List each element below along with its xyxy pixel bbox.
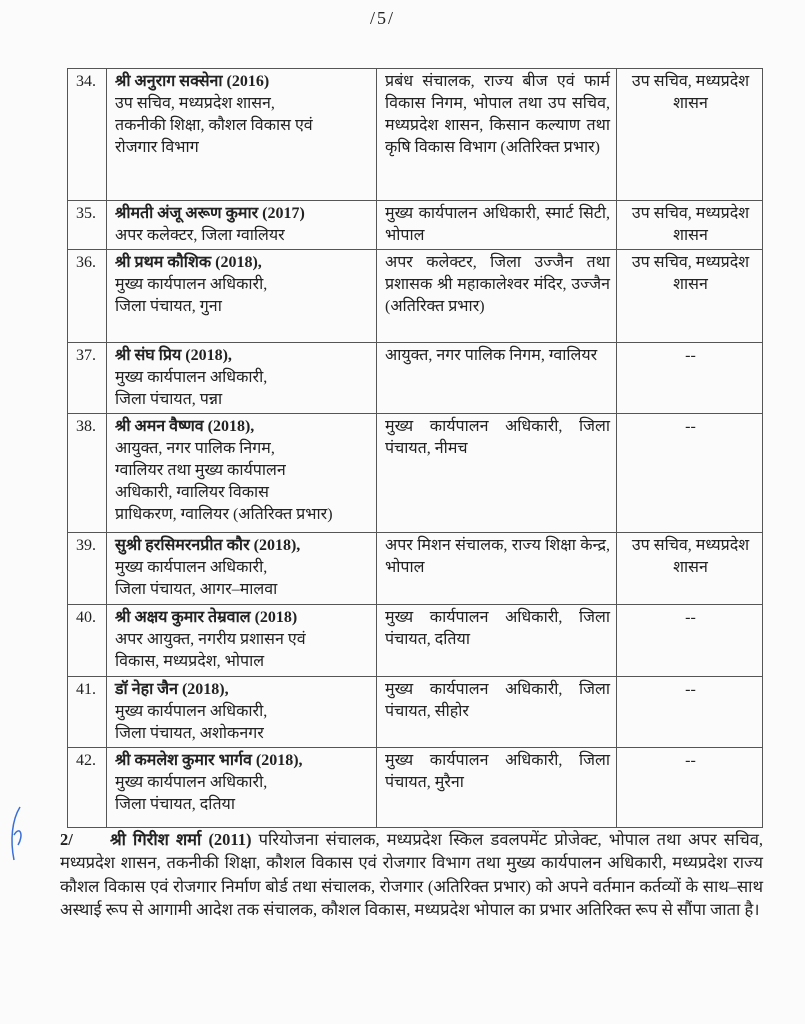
current-post-line: मुख्य कार्यपालन अधिकारी, <box>115 774 268 791</box>
serial-number: 42. <box>68 748 107 828</box>
new-post: अपर कलेक्टर, जिला उज्जैन तथा प्रशासक श्री महाकालेश्वर मंदिर, उज्जैन (अतिरिक्त प्रभार) <box>377 250 617 343</box>
officer-cell <box>107 414 377 533</box>
serial-number: 39. <box>68 533 107 605</box>
serial-number: 40. <box>68 605 107 677</box>
table-row <box>68 533 763 605</box>
new-post: मुख्य कार्यपालन अधिकारी, जिला पंचायत, नीमच <box>377 414 617 533</box>
officer-name: श्री प्रथम कौशिक (2018), <box>115 254 262 271</box>
table-row <box>68 605 763 677</box>
remark: -- <box>617 748 763 828</box>
remark: -- <box>617 605 763 677</box>
new-post: अपर मिशन संचालक, राज्य शिक्षा केन्द्र, भोपाल <box>377 533 617 605</box>
officer-cell <box>107 605 377 677</box>
table-row <box>68 250 763 343</box>
table-row <box>68 69 763 201</box>
paragraph-text: परियोजना संचालक, मध्यप्रदेश स्किल डवलपमेंट प्रोजेक्ट, भोपाल तथा अपर सचिव, मध्यप्रदेश शासन, तकनीकी शिक्षा, कौशल विकास एवं रोजगार विभाग तथा मुख्य कार्यपालन अधिकारी, मध्यप्रदेश राज्य कौशल विकास एवं रोजगार निर्माण बोर्ड तथा संचालक, रोजगार (अतिरिक्त प्रभार) को अपने वर्तमान कर्तव्यों के साथ–साथ अस्थाई रूप से आगामी आदेश तक संचालक, कौशल विकास, मध्यप्रदेश भोपाल का प्रभार अतिरिक्त रूप से सौंपा जाता है। <box>60 830 764 919</box>
current-post-line: विकास, मध्यप्रदेश, भोपाल <box>115 653 265 670</box>
current-post-line: मुख्य कार्यपालन अधिकारी, <box>115 276 268 293</box>
remark: -- <box>617 343 763 414</box>
new-post: प्रबंध संचालक, राज्य बीज एवं फार्म विकास निगम, भोपाल तथा उप सचिव, मध्यप्रदेश शासन, किसान कल्याण तथा कृषि विकास विभाग (अतिरिक्त प्रभार) <box>377 69 617 201</box>
officer-cell <box>107 533 377 605</box>
serial-number: 34. <box>68 69 107 201</box>
order-paragraph <box>60 828 763 921</box>
current-post-line: उप सचिव, मध्यप्रदेश शासन, <box>115 95 275 112</box>
current-post-line: अपर कलेक्टर, जिला ग्वालियर <box>115 227 285 244</box>
page-number: /5/ <box>370 8 396 28</box>
current-post-line: प्राधिकरण, ग्वालियर (अतिरिक्त प्रभार) <box>115 506 333 523</box>
officer-cell <box>107 250 377 343</box>
officer-name: श्री अक्षय कुमार तेम्रवाल (2018) <box>115 609 298 626</box>
new-post: मुख्य कार्यपालन अधिकारी, स्मार्ट सिटी, भोपाल <box>377 201 617 250</box>
serial-number: 41. <box>68 677 107 748</box>
serial-number: 35. <box>68 201 107 250</box>
officer-name: श्री संघ प्रिय (2018), <box>115 347 232 364</box>
officer-cell <box>107 748 377 828</box>
remark: उप सचिव, मध्यप्रदेश शासन <box>617 201 763 250</box>
current-post-line: जिला पंचायत, पन्ना <box>115 391 223 408</box>
current-post-line: रोजगार विभाग <box>115 139 199 156</box>
officer-name: श्री गिरीश शर्मा (2011) <box>109 830 252 849</box>
table-row <box>68 414 763 533</box>
new-post: मुख्य कार्यपालन अधिकारी, जिला पंचायत, दतिया <box>377 605 617 677</box>
officer-cell <box>107 201 377 250</box>
officer-name: श्री अमन वैष्णव (2018), <box>115 418 255 435</box>
current-post-line: अपर आयुक्त, नगरीय प्रशासन एवं <box>115 631 306 648</box>
officer-cell <box>107 677 377 748</box>
transfer-table <box>67 68 763 828</box>
current-post-line: जिला पंचायत, गुना <box>115 298 222 315</box>
officer-name: श्री अनुराग सक्सेना (2016) <box>115 73 270 90</box>
current-post-line: जिला पंचायत, आगर–मालवा <box>115 581 278 598</box>
remark: उप सचिव, मध्यप्रदेश शासन <box>617 69 763 201</box>
remark: -- <box>617 414 763 533</box>
new-post: मुख्य कार्यपालन अधिकारी, जिला पंचायत, सीहोर <box>377 677 617 748</box>
current-post-line: ग्वालियर तथा मुख्य कार्यपालन <box>115 462 286 479</box>
handwritten-initial-mark <box>8 805 28 865</box>
new-post: आयुक्त, नगर पालिक निगम, ग्वालियर <box>377 343 617 414</box>
remark: -- <box>617 677 763 748</box>
current-post-line: आयुक्त, नगर पालिक निगम, <box>115 440 275 457</box>
current-post-line: मुख्य कार्यपालन अधिकारी, <box>115 369 268 386</box>
table-row <box>68 343 763 414</box>
current-post-line: मुख्य कार्यपालन अधिकारी, <box>115 559 268 576</box>
table-row <box>68 201 763 250</box>
serial-number: 37. <box>68 343 107 414</box>
current-post-line: जिला पंचायत, दतिया <box>115 796 235 813</box>
new-post: मुख्य कार्यपालन अधिकारी, जिला पंचायत, मुरैना <box>377 748 617 828</box>
officer-name: श्री कमलेश कुमार भार्गव (2018), <box>115 752 303 769</box>
current-post-line: अधिकारी, ग्वालियर विकास <box>115 484 269 501</box>
current-post-line: मुख्य कार्यपालन अधिकारी, <box>115 703 268 720</box>
paragraph-number: 2/ <box>60 830 73 849</box>
current-post-line: तकनीकी शिक्षा, कौशल विकास एवं <box>115 117 313 134</box>
officer-name: श्रीमती अंजू अरूण कुमार (2017) <box>115 205 305 222</box>
current-post-line: जिला पंचायत, अशोकनगर <box>115 725 264 742</box>
officer-name: सुश्री हरसिमरनप्रीत कौर (2018), <box>115 537 301 554</box>
table-row <box>68 748 763 828</box>
table-row <box>68 677 763 748</box>
officer-cell <box>107 343 377 414</box>
serial-number: 38. <box>68 414 107 533</box>
officer-cell <box>107 69 377 201</box>
officer-name: डॉ नेहा जैन (2018), <box>115 681 229 698</box>
remark: उप सचिव, मध्यप्रदेश शासन <box>617 250 763 343</box>
remark: उप सचिव, मध्यप्रदेश शासन <box>617 533 763 605</box>
serial-number: 36. <box>68 250 107 343</box>
